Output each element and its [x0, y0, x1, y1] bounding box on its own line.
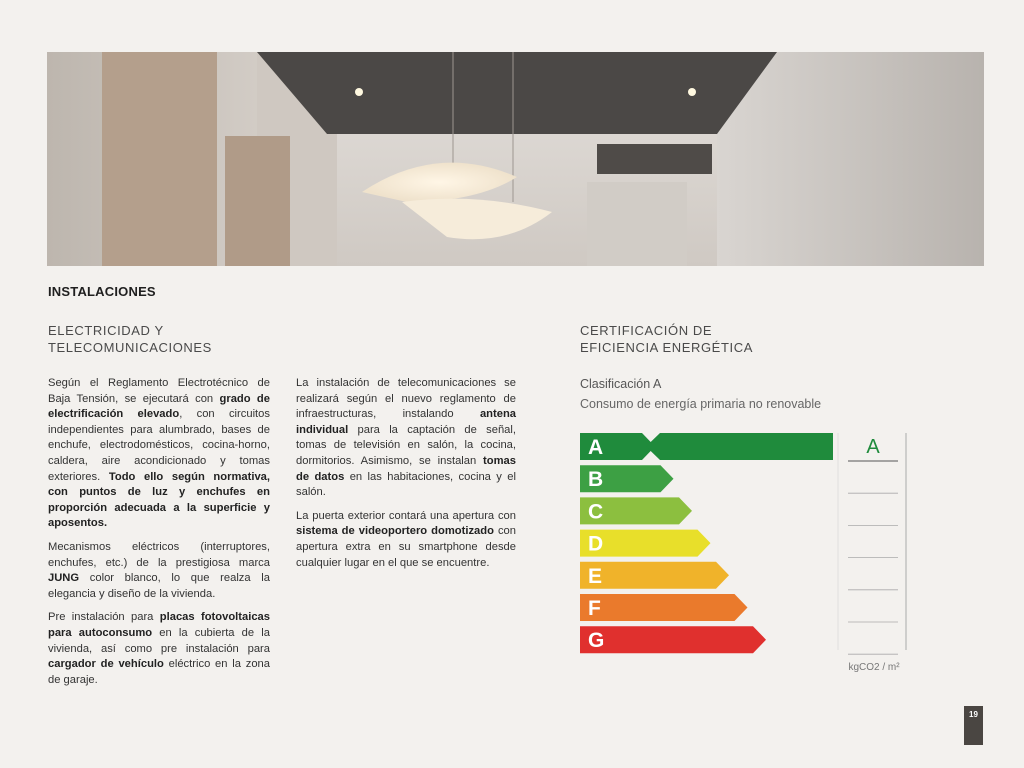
bold-text: tomas de datos	[296, 454, 516, 483]
energy-class-c	[580, 497, 692, 524]
energy-class-letter: G	[588, 629, 605, 653]
electricity-text-column	[48, 376, 270, 696]
electricity-heading-line2: TELECOMUNICACIONES	[48, 340, 212, 355]
telecom-text-column	[296, 376, 516, 579]
energy-bar	[580, 594, 748, 621]
energy-class-d	[580, 530, 711, 557]
interior-lamp-image	[47, 52, 984, 266]
bold-text: cargador de vehículo	[48, 658, 164, 671]
text-run: eléctrico en la zona de garaje.	[48, 658, 270, 686]
bold-text: JUNG	[48, 572, 80, 585]
unit-label: kgCO2 / m²	[848, 662, 900, 673]
certification-heading	[580, 322, 753, 356]
text-run: Pre instalación para	[48, 611, 160, 624]
energy-class-letter: C	[588, 500, 604, 524]
electricity-heading	[48, 322, 212, 356]
certification-heading-line2: EFICIENCIA ENERGÉTICA	[580, 340, 753, 355]
text-run: Mecanismos eléctricos (interruptores, enchufes, etc.) de la prestigiosa marca	[48, 540, 270, 569]
bold-text: placas fotovoltaicas para autoconsumo	[48, 611, 270, 639]
text-run: para la captación de señal, tomas de televisión en salón, la cocina, dormitorios. Asimismo, se instalan	[296, 423, 516, 467]
energy-rating-chart	[580, 430, 910, 675]
section-title: INSTALACIONES	[48, 284, 156, 299]
electricity-heading-line1: ELECTRICIDAD Y	[48, 323, 164, 338]
energy-class-b	[580, 465, 674, 492]
energy-class-letter: E	[588, 564, 603, 588]
text-run: La puerta exterior contará una apertura con	[296, 509, 516, 522]
text-run: en las habitaciones, cocina y el salón.	[296, 470, 516, 499]
energy-class-g	[580, 626, 766, 653]
rating-value: A	[866, 436, 880, 458]
consumption-label: Consumo de energía primaria no renovable	[580, 397, 822, 411]
energy-class-letter: B	[588, 468, 604, 492]
energy-class-e	[580, 562, 729, 589]
text-run: , con circuitos independientes para alumbrado, bases de enchufe, electrodomésticos, cocina-horno, caldera, aire acondicionado y tomas exteriores.	[48, 408, 270, 483]
text-run: La instalación de telecomunicaciones se realizará según el nuevo reglamento de infraestructuras, instalando	[296, 377, 516, 421]
text-run: con apertura extra en su smartphone desde cualquier lugar en el que se encuentre.	[296, 525, 516, 569]
hero-photo	[47, 52, 984, 266]
text-run: Según el Reglamento Electrotécnico de Baja Tensión, se ejecutará con	[48, 377, 270, 405]
paragraph	[48, 376, 270, 532]
bold-text: grado de electrificación elevado	[48, 392, 270, 421]
energy-bar	[580, 562, 729, 589]
paragraph	[296, 376, 516, 501]
text-run: color blanco, lo que realza la elegancia y diseño de la vivienda.	[48, 572, 270, 600]
energy-class-letter: D	[588, 532, 604, 556]
page-number: 19	[964, 706, 983, 745]
paragraph	[296, 509, 516, 571]
energy-class-a	[580, 433, 655, 460]
energy-class-letter: A	[588, 436, 604, 459]
bold-text: sistema de videoportero domotizado	[296, 525, 494, 538]
certification-heading-line1: CERTIFICACIÓN DE	[580, 323, 713, 338]
energy-class-letter: F	[588, 597, 601, 620]
text-run: en la cubierta de la vivienda, así como pre instalación para	[48, 626, 270, 655]
paragraph	[48, 540, 270, 602]
energy-bar	[580, 626, 766, 653]
bold-text: antena individual	[296, 408, 516, 436]
energy-class-f	[580, 594, 748, 621]
paragraph	[48, 610, 270, 688]
bold-text: Todo ello según normativa, con puntos de luz y enchufes en proporción adecuada a la superficie y aposentos.	[48, 470, 271, 530]
rating-pointer	[646, 433, 833, 460]
classification-label: Clasificación A	[580, 377, 662, 391]
